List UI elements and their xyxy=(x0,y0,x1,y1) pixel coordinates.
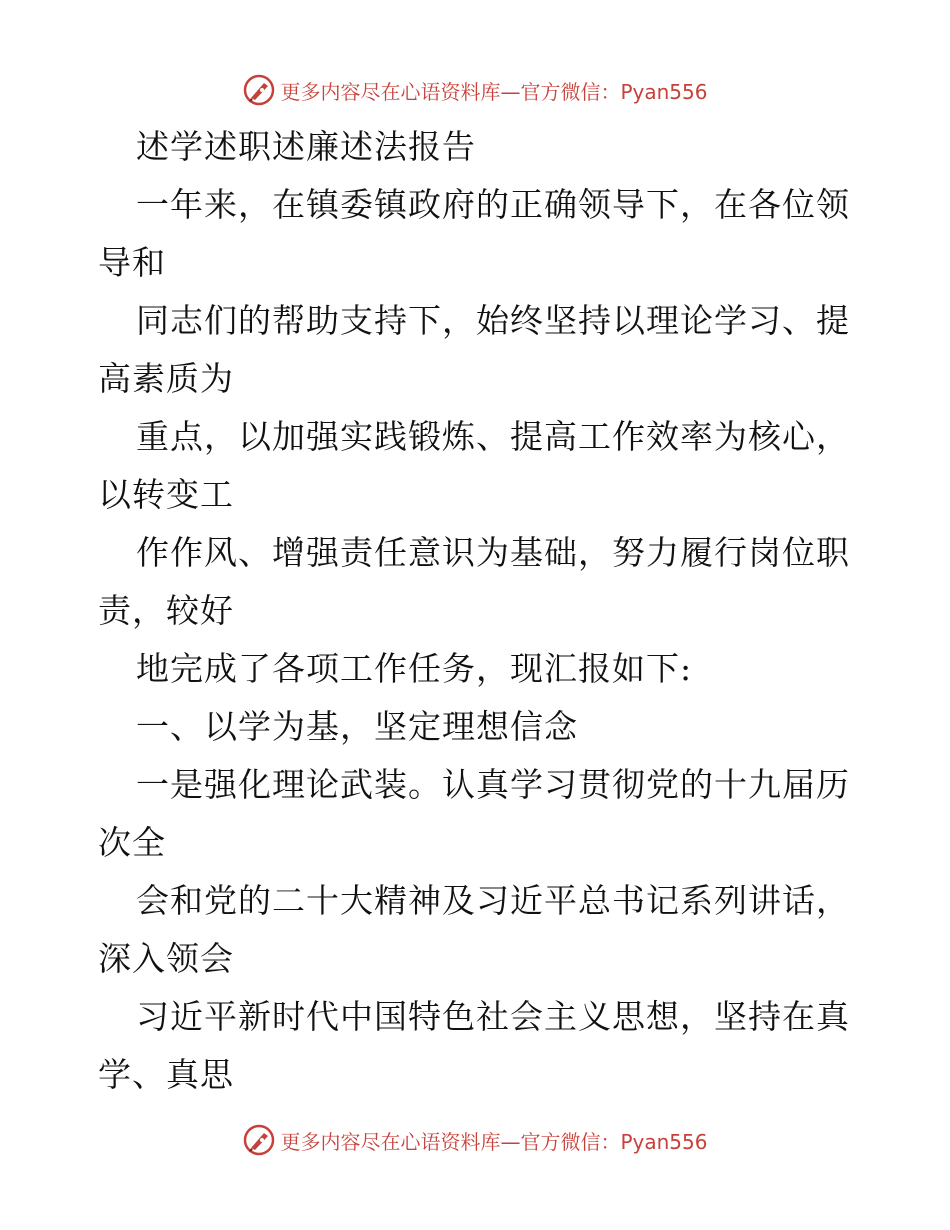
watermark-text: 更多内容尽在心语资料库—官方微信：Pyan556 xyxy=(280,1129,708,1154)
text-line: 习近平新时代中国特色社会主义思想，坚持在真 xyxy=(136,997,850,1036)
header-watermark xyxy=(0,68,950,112)
text-line: 作作风、增强责任意识为基础，努力履行岗位职 xyxy=(136,533,850,572)
text-line: 高素质为 xyxy=(98,359,234,398)
text-line: 责，较好 xyxy=(98,591,234,630)
document-body xyxy=(98,118,858,1104)
pen-logo-icon xyxy=(242,1123,276,1157)
text-line: 以转变工 xyxy=(98,475,234,514)
text-line: 会和党的二十大精神及习近平总书记系列讲话， xyxy=(136,881,850,920)
pen-logo-icon xyxy=(242,73,276,107)
text-line: 次全 xyxy=(98,823,166,862)
footer-watermark xyxy=(0,1118,950,1162)
text-line: 地完成了各项工作任务，现汇报如下: xyxy=(136,649,693,688)
text-line: 深入领会 xyxy=(98,939,234,978)
text-line: 同志们的帮助支持下，始终坚持以理论学习、提 xyxy=(136,301,850,340)
text-line: 一年来，在镇委镇政府的正确领导下，在各位领 xyxy=(136,185,850,224)
text-line: 述学述职述廉述法报告 xyxy=(136,127,476,166)
watermark-text: 更多内容尽在心语资料库—官方微信：Pyan556 xyxy=(280,79,708,104)
text-line: 学、真思 xyxy=(98,1055,234,1094)
text-line: 重点，以加强实践锻炼、提高工作效率为核心， xyxy=(136,417,850,456)
text-line: 一是强化理论武装。认真学习贯彻党的十九届历 xyxy=(136,765,850,804)
text-line: 导和 xyxy=(98,243,166,282)
text-line: 一、以学为基，坚定理想信念 xyxy=(136,707,578,746)
